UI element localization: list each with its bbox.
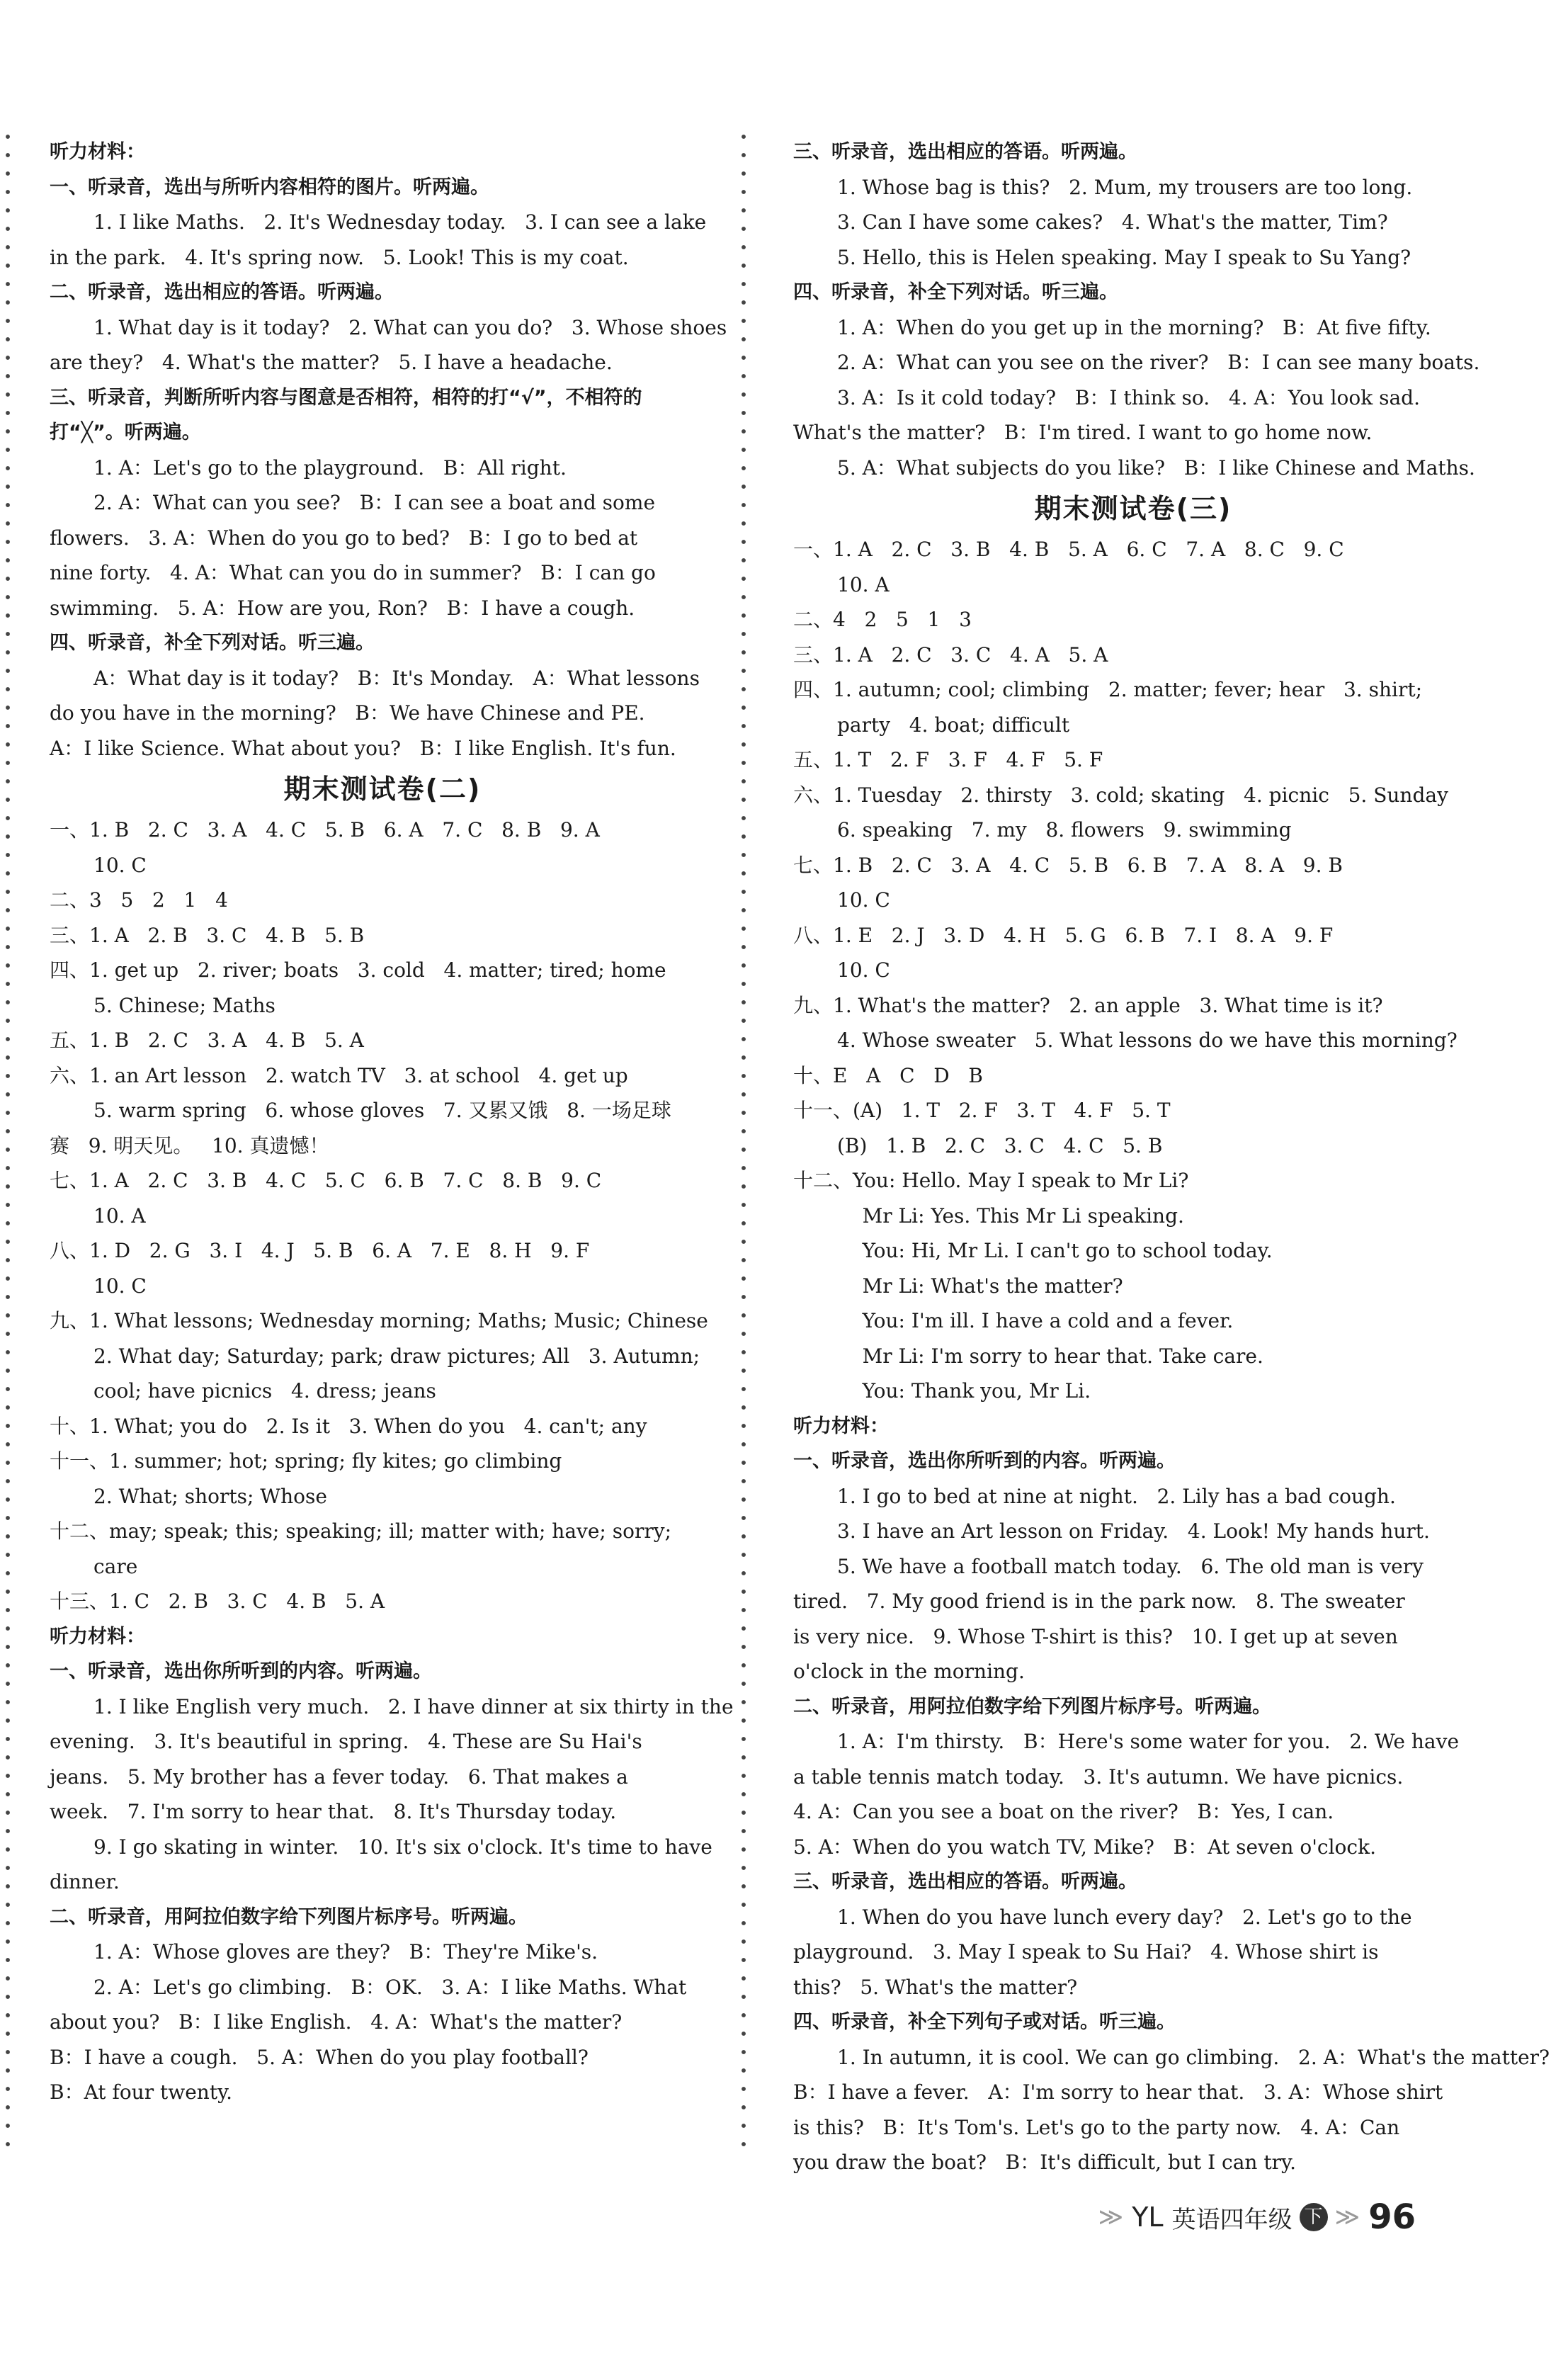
center-divider-dots	[740, 128, 747, 2155]
answer-line: 5. We have a football match today. 6. The old man is very	[837, 1554, 1424, 1578]
answer-line: 七、1. A 2. C 3. B 4. C 5. C 6. B 7. C 8. B 9. C	[50, 1169, 602, 1192]
answer-line: do you have in the morning? B：We have Chinese and PE.	[50, 701, 645, 725]
answer-line: 10. C	[93, 853, 147, 877]
answer-line: in the park. 4. It's spring now. 5. Look! This is my coat.	[50, 245, 629, 269]
volume-badge: 下	[1300, 2203, 1328, 2231]
answer-line: (B) 1. B 2. C 3. C 4. C 5. B	[837, 1133, 1163, 1157]
answer-line: you draw the boat? B：It's difficult, but I can try.	[793, 2151, 1296, 2174]
answer-line: 1. I like Maths. 2. It's Wednesday today. 3. I can see a lake	[93, 210, 707, 234]
answer-line: 二、4 2 5 1 3	[793, 608, 972, 631]
answer-line: 十二、may; speak; this; speaking; ill; matter with; have; sorry;	[50, 1519, 672, 1543]
answer-line: 9. I go skating in winter. 10. It's six o'clock. It's time to have	[93, 1835, 712, 1859]
answer-line: 三、1. A 2. C 3. C 4. A 5. A	[793, 642, 1108, 667]
answer-line: 十、1. What; you do 2. Is it 3. When do you 4. can't; any	[50, 1414, 647, 1438]
answer-line: 1. I like English very much. 2. I have dinner at six thirty in the	[93, 1694, 734, 1718]
section-heading: 听力材料：	[50, 1625, 145, 1648]
answer-line: 五、1. T 2. F 3. F 4. F 5. F	[793, 748, 1103, 771]
answer-line: 2. A：Let's go climbing. B：OK. 3. A：I like Maths. What	[93, 1975, 687, 1999]
answer-line: 5. warm spring 6. whose gloves 7. 又累又饿 8. 一场足球	[93, 1099, 671, 1122]
answer-line: care	[93, 1554, 138, 1578]
answer-line: A：I like Science. What about you? B：I like English. It's fun.	[50, 736, 676, 760]
answer-line: 九、1. What lessons; Wednesday morning; Maths; Music; Chinese	[50, 1309, 708, 1332]
answer-line: 5. Hello, this is Helen speaking. May I speak to Su Yang?	[837, 245, 1411, 269]
section-heading: 二、听录音，选出相应的答语。听两遍。	[50, 281, 394, 303]
answer-line: 十二、You: Hello. May I speak to Mr Li?	[793, 1169, 1189, 1192]
page-footer	[1098, 2197, 1416, 2237]
answer-line: 九、1. What's the matter? 2. an apple 3. What time is it?	[793, 993, 1383, 1017]
answer-line: 四、1. get up 2. river; boats 3. cold 4. matter; tired; home	[50, 958, 666, 982]
answer-line: 十、E A C D B	[793, 1063, 983, 1087]
answer-line: 三、1. A 2. B 3. C 4. B 5. B	[50, 923, 365, 947]
answer-line: a table tennis match today. 3. It's autumn. We have picnics.	[793, 1764, 1404, 1789]
left-column	[50, 135, 734, 2110]
answer-line: jeans. 5. My brother has a fever today. 6. That makes a	[50, 1764, 628, 1789]
answer-line: swimming. 5. A：How are you, Ron? B：I have a cough.	[50, 596, 635, 620]
answer-line: 10. C	[837, 888, 890, 912]
answer-line: B：At four twenty.	[50, 2080, 233, 2104]
answer-line: about you? B：I like English. 4. A：What's the matter?	[50, 2010, 623, 2034]
left-binding-dots	[4, 128, 11, 2155]
answer-line: 1. I go to bed at nine at night. 2. Lily has a bad cough.	[837, 1484, 1396, 1508]
section-heading: 四、听录音，补全下列句子或对话。听三遍。	[793, 2011, 1176, 2033]
answer-line: 四、1. autumn; cool; climbing 2. matter; fever; hear 3. shirt;	[793, 678, 1423, 701]
section-heading: 三、听录音，选出相应的答语。听两遍。	[793, 1871, 1137, 1893]
answer-line: Mr Li: I'm sorry to hear that. Take care.	[837, 1344, 1263, 1368]
answer-line: 1. A：I'm thirsty. B：Here's some water for you. 2. We have	[837, 1730, 1460, 1753]
answer-line: 3. A：Is it cold today? B：I think so. 4. A：You look sad.	[837, 385, 1420, 409]
section-heading: 一、听录音，选出你所听到的内容。听两遍。	[50, 1660, 432, 1682]
answer-line: this? 5. What's the matter?	[793, 1975, 1078, 1999]
answer-line: is very nice. 9. Whose T-shirt is this? 10. I get up at seven	[793, 1624, 1398, 1648]
answer-line: 5. A：When do you watch TV, Mike? B：At seven o'clock.	[793, 1835, 1376, 1859]
answer-line: 1. What day is it today? 2. What can you do? 3. Whose shoes	[93, 315, 727, 339]
answer-line: 1. A：When do you get up in the morning? B：At five fifty.	[837, 315, 1431, 339]
answer-line: 1. In autumn, it is cool. We can go climbing. 2. A：What's the matter?	[837, 2045, 1550, 2069]
answer-line: 一、1. B 2. C 3. A 4. C 5. B 6. A 7. C 8. B 9. A	[50, 818, 600, 842]
answer-line: 十一、1. summer; hot; spring; fly kites; go climbing	[50, 1449, 562, 1473]
answer-line: 七、1. B 2. C 3. A 4. C 5. B 6. B 7. A 8. A 9. B	[793, 853, 1343, 877]
section-heading: 二、听录音，用阿拉伯数字给下列图片标序号。听两遍。	[793, 1695, 1271, 1718]
answer-line: 5. Chinese; Maths	[93, 993, 275, 1017]
answer-line: flowers. 3. A：When do you go to bed? B：I go to bed at	[50, 526, 638, 550]
section-heading: 四、听录音，补全下列对话。听三遍。	[50, 632, 375, 654]
answer-line: B：I have a cough. 5. A：When do you play football?	[50, 2045, 589, 2069]
answer-line: 六、1. an Art lesson 2. watch TV 3. at school 4. get up	[50, 1063, 628, 1087]
section-heading: 三、听录音，判断所听内容与图意是否相符，相符的打“√”，不相符的	[50, 386, 642, 409]
answer-line: 4. Whose sweater 5. What lessons do we have this morning?	[837, 1029, 1458, 1052]
section-heading: 打“╳”。听两遍。	[50, 421, 201, 443]
section-heading: 二、听录音，用阿拉伯数字给下列图片标序号。听两遍。	[50, 1905, 528, 1928]
answer-line: 一、1. A 2. C 3. B 4. B 5. A 6. C 7. A 8. C 9. C	[793, 538, 1344, 561]
chevron-right-icon: ≫	[1334, 2203, 1360, 2231]
section-heading: 一、听录音，选出你所听到的内容。听两遍。	[793, 1450, 1176, 1472]
answer-line: What's the matter? B：I'm tired. I want to go home now.	[793, 421, 1373, 444]
answer-line: 10. A	[837, 572, 890, 596]
section-heading: 听力材料：	[793, 1415, 889, 1437]
answer-line: You: I'm ill. I have a cold and a fever.	[837, 1309, 1234, 1332]
section-heading: 听力材料：	[50, 141, 145, 163]
answer-line: dinner.	[50, 1870, 120, 1893]
answer-line: You: Hi, Mr Li. I can't go to school today.	[837, 1239, 1273, 1262]
answer-line: 2. What; shorts; Whose	[93, 1484, 327, 1508]
answer-line: 2. A：What can you see? B：I can see a boat and some	[93, 491, 656, 514]
answer-line: 2. What day; Saturday; park; draw pictures; All 3. Autumn;	[93, 1344, 700, 1368]
answer-line: 10. C	[93, 1274, 147, 1298]
answer-line: 3. Can I have some cakes? 4. What's the matter, Tim?	[837, 210, 1388, 234]
answer-line: nine forty. 4. A：What can you do in summer? B：I can go	[50, 561, 656, 584]
answer-line: 八、1. D 2. G 3. I 4. J 5. B 6. A 7. E 8. H 9. F	[50, 1239, 590, 1262]
answer-line: cool; have picnics 4. dress; jeans	[93, 1379, 436, 1403]
answer-line: 二、3 5 2 1 4	[50, 888, 228, 912]
answer-line: 十一、(A) 1. T 2. F 3. T 4. F 5. T	[793, 1099, 1171, 1122]
answer-line: 1. When do you have lunch every day? 2. Let's go to the	[837, 1905, 1412, 1929]
answer-line: 2. A：What can you see on the river? B：I can see many boats.	[837, 351, 1480, 374]
answer-line: are they? 4. What's the matter? 5. I have a headache.	[50, 351, 613, 374]
section-title: 期末测试卷(二)	[283, 774, 482, 805]
section-heading: 一、听录音，选出与所听内容相符的图片。听两遍。	[50, 176, 489, 198]
answer-line: You: Thank you, Mr Li.	[837, 1379, 1091, 1403]
subject-grade: 英语四年级	[1171, 2205, 1293, 2234]
answer-line: evening. 3. It's beautiful in spring. 4. These are Su Hai's	[50, 1730, 642, 1753]
answer-line: 4. A：Can you see a boat on the river? B：Yes, I can.	[793, 1800, 1334, 1823]
answer-line: A：What day is it today? B：It's Monday. A：What lessons	[93, 666, 700, 690]
answer-line: tired. 7. My good friend is in the park now. 8. The sweater	[793, 1590, 1405, 1613]
answer-line: 10. C	[837, 958, 890, 982]
section-heading: 三、听录音，选出相应的答语。听两遍。	[793, 141, 1137, 163]
answer-line: 十三、1. C 2. B 3. C 4. B 5. A	[50, 1590, 385, 1613]
right-column	[793, 135, 1550, 2180]
answer-line: B：I have a fever. A：I'm sorry to hear that. 3. A：Whose shirt	[793, 2080, 1443, 2104]
answer-line: 10. A	[93, 1203, 146, 1228]
chevron-right-icon: ≫	[1098, 2203, 1124, 2231]
answer-line: party 4. boat; difficult	[837, 713, 1070, 737]
answer-line: 6. speaking 7. my 8. flowers 9. swimming	[837, 818, 1292, 842]
answer-line: 5. A：What subjects do you like? B：I like Chinese and Maths.	[837, 455, 1475, 480]
answer-line: 1. A：Let's go to the playground. B：All right.	[93, 455, 567, 480]
answer-line: week. 7. I'm sorry to hear that. 8. It's Thursday today.	[50, 1800, 617, 1823]
answer-line: 五、1. B 2. C 3. A 4. B 5. A	[50, 1029, 364, 1052]
answer-line: o'clock in the morning.	[793, 1660, 1025, 1683]
section-heading: 四、听录音，补全下列对话。听三遍。	[793, 281, 1118, 303]
answer-line: 3. I have an Art lesson on Friday. 4. Look! My hands hurt.	[837, 1519, 1430, 1543]
page-number: 96	[1368, 2197, 1416, 2237]
answer-line: 六、1. Tuesday 2. thirsty 3. cold; skating 4. picnic 5. Sunday	[793, 783, 1448, 807]
answer-line: 八、1. E 2. J 3. D 4. H 5. G 6. B 7. I 8. A 9. F	[793, 923, 1334, 947]
answer-line: is this? B：It's Tom's. Let's go to the party now. 4. A：Can	[793, 2115, 1400, 2139]
answer-line: 赛 9. 明天见。 10. 真遗憾！	[50, 1133, 329, 1157]
answer-line: Mr Li: What's the matter?	[837, 1274, 1123, 1298]
answer-line: 1. Whose bag is this? 2. Mum, my trousers are too long.	[837, 175, 1413, 199]
series-code: YL	[1132, 2202, 1164, 2233]
section-title: 期末测试卷(三)	[1034, 493, 1232, 524]
answer-line: 1. A：Whose gloves are they? B：They're Mike's.	[93, 1940, 598, 1964]
answer-line: playground. 3. May I speak to Su Hai? 4. Whose shirt is	[793, 1940, 1379, 1964]
answer-line: Mr Li: Yes. This Mr Li speaking.	[837, 1203, 1184, 1228]
